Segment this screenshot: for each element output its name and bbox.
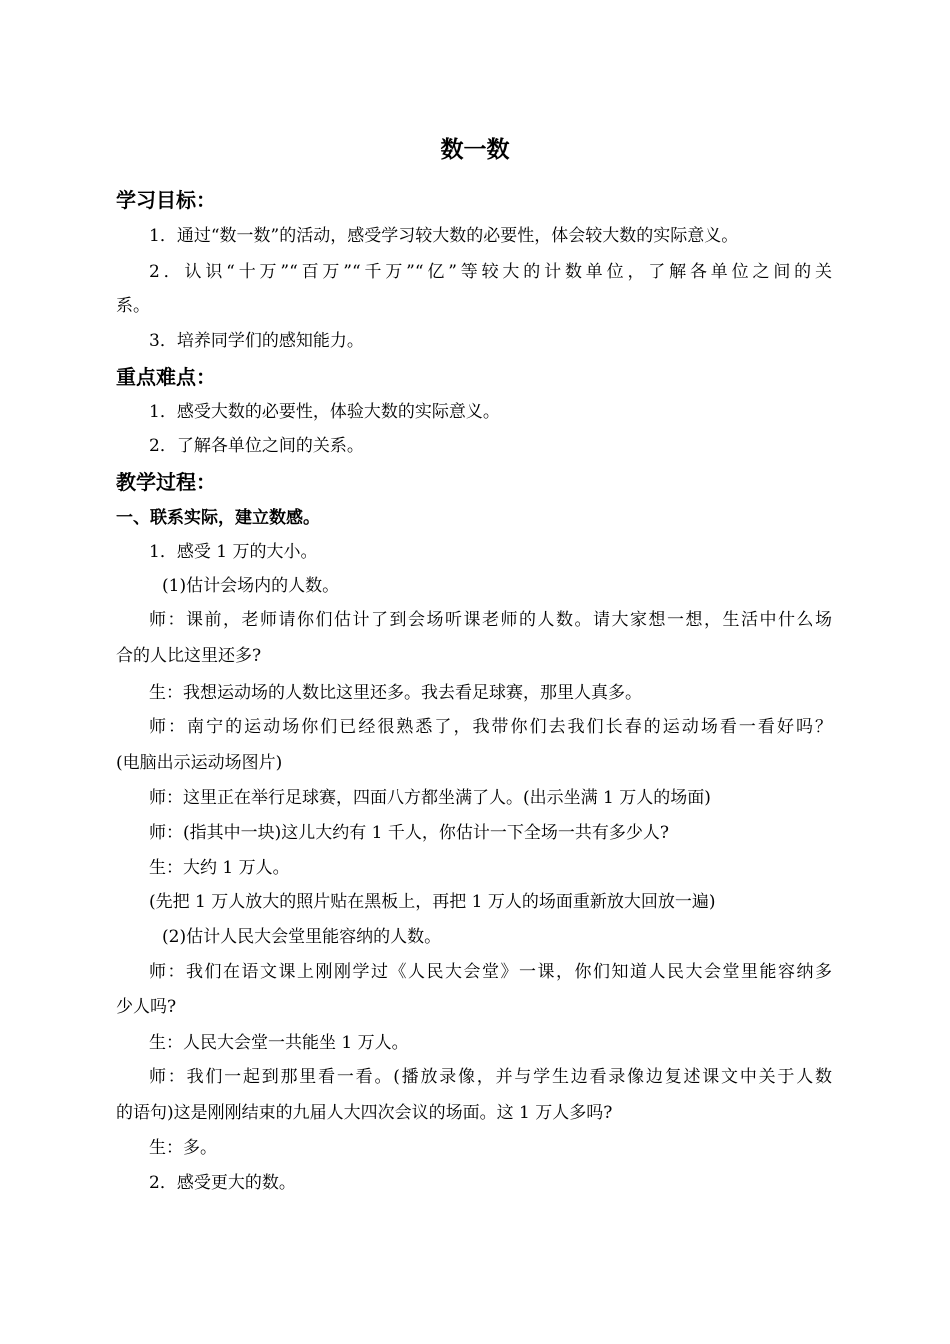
process-line-9: 师：(指其中一块)这儿大约有 1 千人，你估计一下全场一共有多少人? xyxy=(149,823,670,843)
goal-item-3: 3．培养同学们的感知能力。 xyxy=(149,331,364,351)
process-line-15: 生：人民大会堂一共能坐 1 万人。 xyxy=(149,1033,409,1053)
process-line-3: 师：课前，老师请你们估计了到会场听课老师的人数。请大家想一想，生活中什么场 xyxy=(149,610,832,630)
process-line-11: (先把 1 万人放大的照片贴在黑板上，再把 1 万人的场面重新放大回放一遍) xyxy=(149,892,716,912)
process-line-5: 生：我想运动场的人数比这里还多。我去看足球赛，那里人真多。 xyxy=(149,683,642,703)
process-line-16: 师：我们一起到那里看一看。(播放录像，并与学生边看录像边复述课文中关于人数 xyxy=(149,1067,832,1087)
goals-heading: 学习目标： xyxy=(116,188,216,212)
process-line-1: 1．感受 1 万的大小。 xyxy=(149,542,318,562)
process-line-14: 少人吗? xyxy=(116,997,177,1017)
process-line-12: (2)估计人民大会堂里能容纳的人数。 xyxy=(162,927,442,947)
process-line-18: 生：多。 xyxy=(149,1138,217,1158)
goal-item-1: 1．通过“数一数”的活动，感受学习较大数的必要性，体会较大数的实际意义。 xyxy=(149,226,739,246)
process-line-17: 的语句)这是刚刚结束的九届人大四次会议的场面。这 1 万人多吗? xyxy=(116,1103,613,1123)
goal-item-2: 2．认识“十万”“百万”“千万”“亿”等较大的计数单位，了解各单位之间的关 xyxy=(149,262,832,282)
process-line-7: (电脑出示运动场图片) xyxy=(116,753,283,773)
process-line-19: 2．感受更大的数。 xyxy=(149,1173,296,1193)
process-line-6: 师：南宁的运动场你们已经很熟悉了，我带你们去我们长春的运动场看一看好吗？ xyxy=(149,717,832,737)
document-title: 数一数 xyxy=(440,136,510,163)
process-line-8: 师：这里正在举行足球赛，四面八方都坐满了人。(出示坐满 1 万人的场面) xyxy=(149,788,711,808)
keypoints-heading: 重点难点： xyxy=(116,365,216,389)
process-line-2: (1)估计会场内的人数。 xyxy=(162,576,340,596)
goal-item-2-continued: 系。 xyxy=(116,296,150,316)
keypoint-item-1: 1．感受大数的必要性，体验大数的实际意义。 xyxy=(149,402,500,422)
process-line-10: 生：大约 1 万人。 xyxy=(149,858,290,878)
process-line-13: 师：我们在语文课上刚刚学过《人民大会堂》一课，你们知道人民大会堂里能容纳多 xyxy=(149,962,832,982)
process-line-4: 合的人比这里还多? xyxy=(116,646,262,666)
section-heading-1: 一、联系实际，建立数感。 xyxy=(116,508,320,528)
process-heading: 教学过程： xyxy=(116,470,216,494)
keypoint-item-2: 2．了解各单位之间的关系。 xyxy=(149,436,364,456)
